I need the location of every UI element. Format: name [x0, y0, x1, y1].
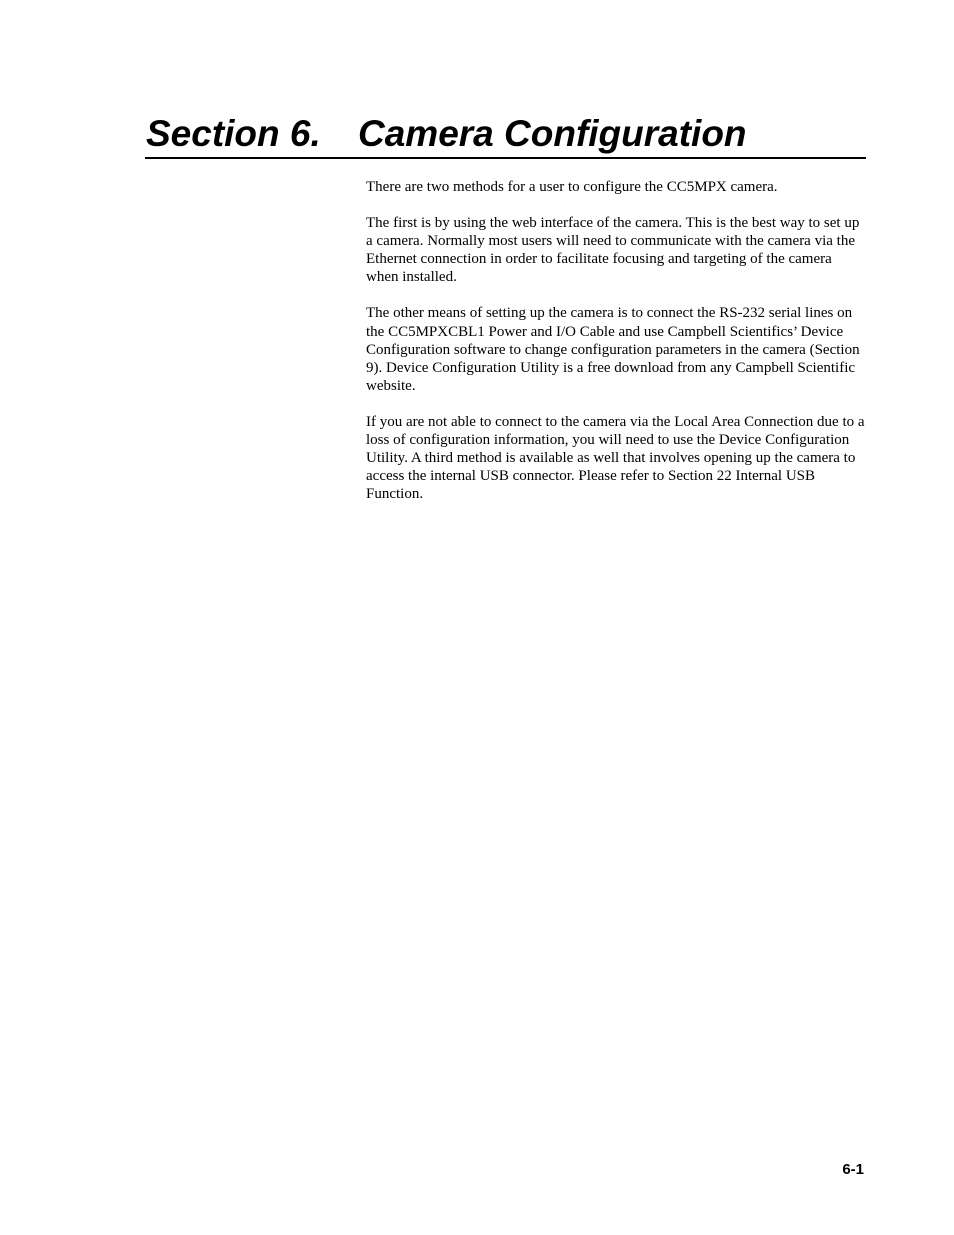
paragraph-device-configuration: The other means of setting up the camera is to connect the RS-232 serial lines on the CC5MPXCBL1 Power and I/O Cable and use Campbell Scientifics’ Device Configuration software to change configuration parameters in the camera (Section 9). Device Configuration Utility is a free download from any Campbell Scientific website. — [366, 305, 860, 394]
section-heading — [145, 111, 866, 159]
section-number: Section 6. — [146, 113, 321, 154]
paragraph-web-interface: The first is by using the web interface of the camera. This is the best way to set up a camera. Normally most users will need to communicate with the camera via the Ethernet connection in order to facilitate focusing and targeting of the camera when installed. — [366, 215, 860, 286]
body-text — [366, 178, 866, 521]
paragraph-intro: There are two methods for a user to configure the CC5MPX camera. — [366, 179, 778, 195]
page-number: 6-1 — [842, 1161, 864, 1178]
section-title: Camera Configuration — [358, 113, 747, 154]
paragraph-usb-method: If you are not able to connect to the camera via the Local Area Connection due to a loss of configuration information, you will need to use the Device Configuration Utility. A third method is available as well that involves opening up the camera to access the internal USB connector. Please refer to Section 22 Internal USB Function. — [366, 413, 865, 503]
